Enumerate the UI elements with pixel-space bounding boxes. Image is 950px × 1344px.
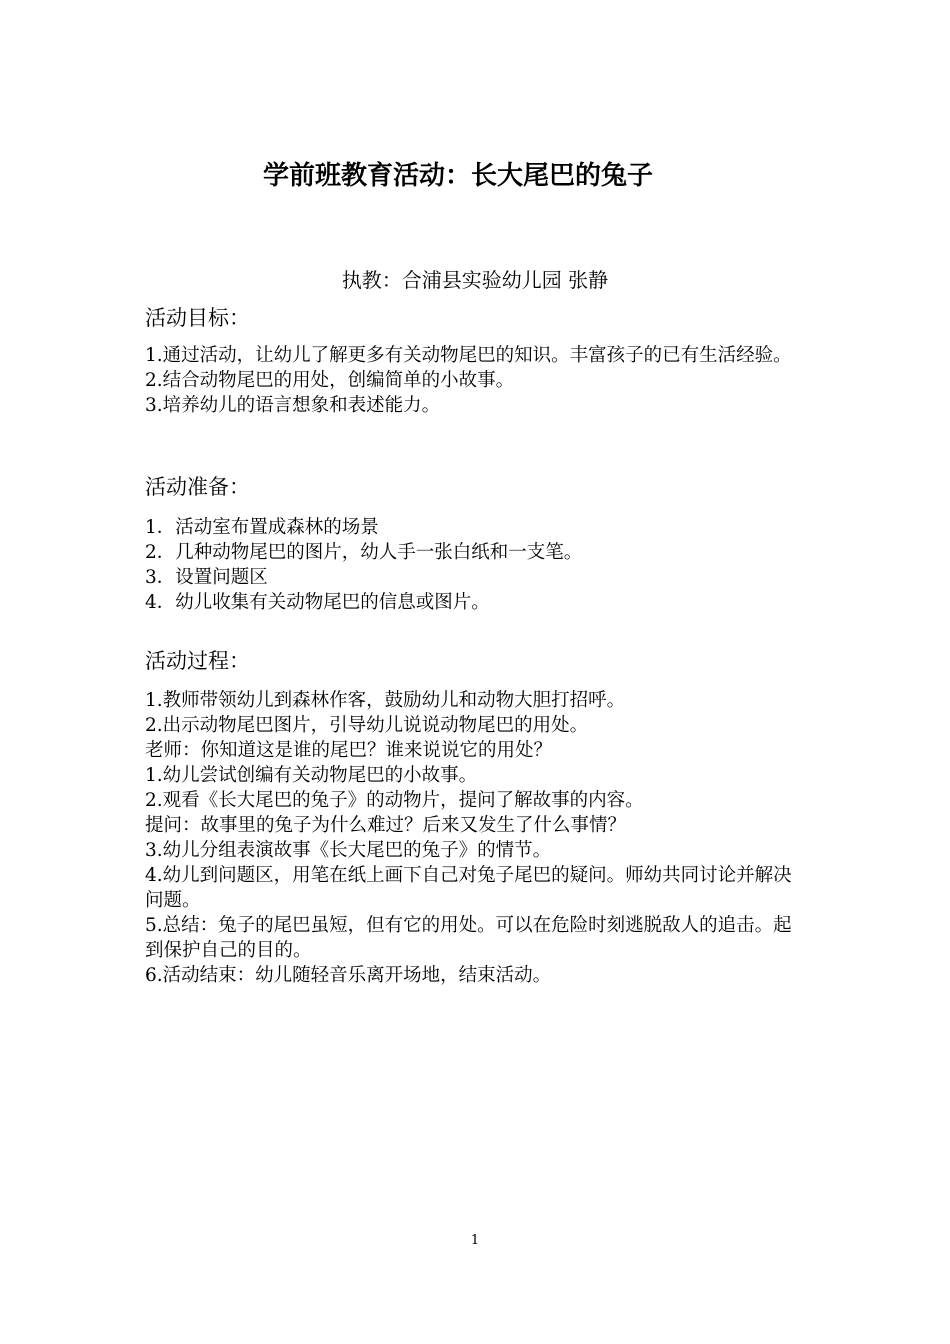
list-item: 5.总结：兔子的尾巴虽短，但有它的用处。可以在危险时刻逃脱敌人的追击。起到保护自己的目的。	[145, 915, 792, 961]
list-item: 提问：故事里的兔子为什么难过？后来又发生了什么事情？	[145, 815, 627, 836]
section-heading-process: 活动过程：	[145, 649, 250, 673]
author-line: 执教：合浦县实验幼儿园 张静	[341, 268, 609, 292]
goals-list	[145, 343, 810, 418]
list-item: 4.幼儿到问题区，用笔在纸上画下自己对兔子尾巴的疑问。师幼共同讨论并解决问题。	[145, 865, 792, 911]
preparation-list	[145, 515, 810, 615]
list-item: 3.培养幼儿的语言想象和表述能力。	[145, 395, 441, 416]
list-item: 2.观看《长大尾巴的兔子》的动物片，提问了解故事的内容。	[145, 790, 644, 811]
list-item: 1．活动室布置成森林的场景	[145, 517, 379, 538]
list-item: 2．几种动物尾巴的图片，幼人手一张白纸和一支笔。	[145, 542, 583, 563]
list-item: 1.幼儿尝试创编有关动物尾巴的小故事。	[145, 765, 478, 786]
list-item: 2.结合动物尾巴的用处，创编简单的小故事。	[145, 370, 515, 391]
list-item: 2.出示动物尾巴图片，引导幼儿说说动物尾巴的用处。	[145, 715, 589, 736]
section-heading-goals: 活动目标：	[145, 306, 250, 330]
list-item: 6.活动结束：幼儿随轻音乐离开场地，结束活动。	[145, 965, 552, 986]
list-item: 4．幼儿收集有关动物尾巴的信息或图片。	[145, 592, 490, 613]
list-item: 3.幼儿分组表演故事《长大尾巴的兔子》的情节。	[145, 840, 552, 861]
process-list	[145, 688, 810, 988]
list-item: 3．设置问题区	[145, 567, 268, 588]
list-item: 老师：你知道这是谁的尾巴？谁来说说它的用处？	[145, 740, 553, 761]
list-item: 1.通过活动，让幼儿了解更多有关动物尾巴的知识。丰富孩子的已有生活经验。	[145, 345, 792, 366]
section-heading-preparation: 活动准备：	[145, 475, 250, 499]
document-title: 学前班教育活动：长大尾巴的兔子	[262, 161, 653, 191]
page-number: 1	[470, 1233, 480, 1248]
list-item: 1.教师带领幼儿到森林作客，鼓励幼儿和动物大胆打招呼。	[145, 690, 626, 711]
